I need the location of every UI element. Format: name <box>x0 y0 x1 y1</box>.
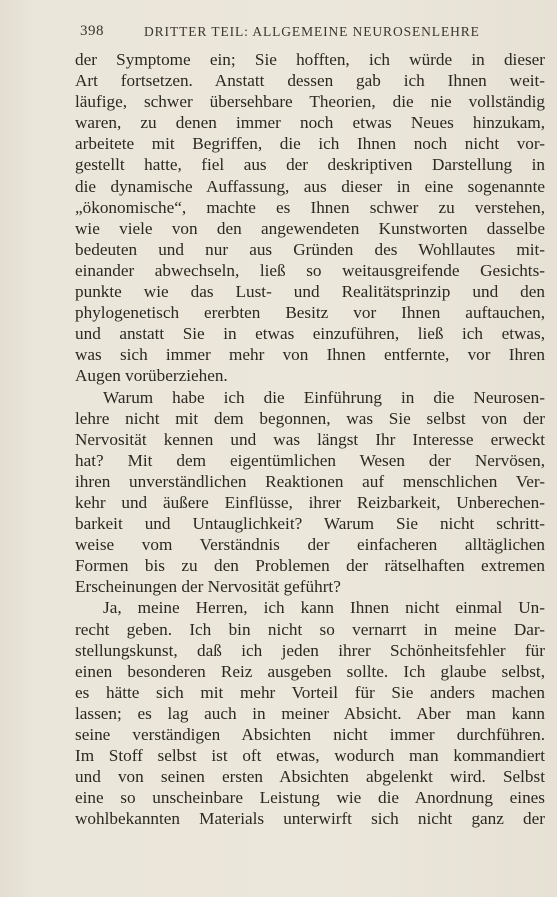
text-line: einen besonderen Reiz ausgeben sollte. Ich glaube selbst, <box>75 661 545 681</box>
text-line: wie viele von den angewendeten Kunstworten dasselbe <box>75 218 545 238</box>
paragraph <box>75 49 545 387</box>
text-line: die dynamische Auffassung, aus dieser in eine sogenannte <box>75 176 545 196</box>
text-line: Augen vorüberziehen. <box>75 366 228 386</box>
text-line: punkte wie das Lust- und Realitätsprinzip und den <box>75 282 545 302</box>
text-line: der Symptome ein; Sie hofften, ich würde in dieser <box>75 50 545 69</box>
text-line: und anstatt Sie in etwas einzuführen, ließ ich etwas, <box>75 324 545 344</box>
text-line: Formen bis zu den Problemen der rätselhaften extremen <box>75 556 545 576</box>
text-line: phylogenetisch ererbten Besitz vor Ihnen auftauchen, <box>75 303 545 323</box>
text-line: und von seinen ersten Absichten abgelenkt wird. Selbst <box>75 767 545 787</box>
text-line: Art fortsetzen. Anstatt dessen gab ich Ihnen weit- <box>75 71 545 91</box>
text-line: barkeit und Untauglichkeit? Warum Sie nicht schritt- <box>75 514 545 534</box>
text-line: recht geben. Ich bin nicht so vernarrt in meine Dar- <box>75 619 545 639</box>
text-line: bedeuten und nur aus Gründen des Wohllautes mit- <box>75 239 545 259</box>
text-line: es hätte sich mit mehr Vorteil für Sie anders machen <box>75 682 545 702</box>
paragraph <box>75 597 545 829</box>
text-line: Ja, meine Herren, ich kann Ihnen nicht einmal Un- <box>103 598 545 618</box>
text-line: lassen; es lag auch in meiner Absicht. Aber man kann <box>75 703 545 723</box>
text-line: „ökonomische“, machte es Ihnen schwer zu verstehen, <box>75 197 545 217</box>
body-text <box>75 49 545 829</box>
text-line: wohlbekannten Materials unterwirft sich nicht ganz der <box>75 809 545 829</box>
text-line: eine so unscheinbare Leistung wie die Anordnung eines <box>75 788 545 808</box>
paragraph <box>75 387 545 598</box>
text-line: ihren unverständlichen Reaktionen auf menschlichen Ver- <box>75 471 545 491</box>
page-header <box>80 23 540 45</box>
text-line: hat? Mit dem eigentümlichen Wesen der Nervösen, <box>75 450 545 470</box>
text-line: stellungskunst, daß ich jeden ihrer Schönheitsfehler für <box>75 640 545 660</box>
text-line: arbeitete mit Begriffen, die ich Ihnen noch nicht vor- <box>75 134 545 154</box>
text-line: Erscheinungen der Nervosität geführt? <box>75 577 341 597</box>
text-line: Nervosität kennen und was längst Ihr Interesse erweckt <box>75 429 545 449</box>
text-line: waren, zu denen immer noch etwas Neues hinzukam, <box>75 113 545 133</box>
text-line: Im Stoff selbst ist oft etwas, wodurch man kommandiert <box>75 746 545 766</box>
text-line: was sich immer mehr von Ihnen entfernte, vor Ihren <box>75 345 545 365</box>
text-line: einander abwechseln, ließ so weitausgreifende Gesichts- <box>75 260 545 280</box>
page-number: 398 <box>80 23 104 39</box>
running-head: DRITTER TEIL: ALLGEMEINE NEUROSENLEHRE <box>144 24 480 39</box>
text-line: läufige, schwer übersehbare Theorien, die nie vollständig <box>75 92 545 112</box>
text-line: gestellt hatte, fiel aus der deskriptiven Darstellung in <box>75 155 545 175</box>
text-line: weise vom Verständnis der einfacheren alltäglichen <box>75 535 545 555</box>
text-line: kehr und äußere Einflüsse, ihrer Reizbarkeit, Unberechen- <box>75 492 545 512</box>
text-line: lehre nicht mit dem begonnen, was Sie selbst von der <box>75 408 545 428</box>
text-line: seine verständigen Absichten nicht immer durchführen. <box>75 725 545 744</box>
text-line: Warum habe ich die Einführung in die Neurosen- <box>103 387 545 407</box>
